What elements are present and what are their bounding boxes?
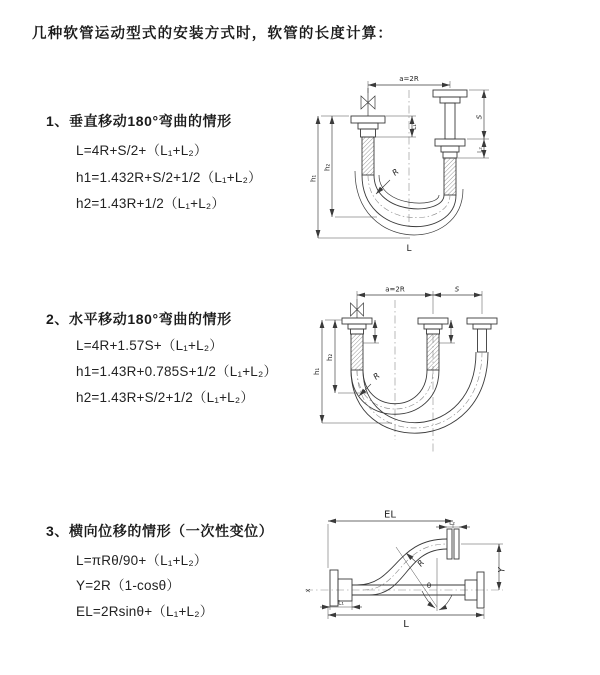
dimension-l2 [436, 520, 470, 528]
dim-x-label: X [306, 588, 312, 593]
diagram-vertical-180-bend [305, 70, 600, 260]
section-2-formula-h2: h2=1.43R+S/2+1/2（L₁+L₂） [76, 390, 255, 405]
dim-l1-label: L₁ [338, 599, 344, 607]
dimension-s [467, 90, 489, 139]
dimension-l1 [320, 600, 362, 611]
section-1-formula-L: L=4R+S/2+（L₁+L₂） [76, 143, 208, 158]
page-title: 几种软管运动型式的安装方式时，软管的长度计算： [32, 26, 394, 42]
valve-icon [351, 299, 364, 318]
dimension-l1 [376, 116, 418, 137]
moved-fitting [467, 318, 497, 352]
dim-a2r-label: a=2R [399, 75, 419, 83]
section-3-formula-EL: EL=2Rsinθ+（L₁+L₂） [76, 604, 214, 619]
radius-label: R [390, 167, 401, 178]
section-3-heading: 3、横向位移的情形（一次性变位） [46, 523, 274, 539]
fitting-length-dims [363, 320, 455, 343]
angle-theta [396, 547, 452, 611]
section-2-formula-h1: h1=1.43R+0.785S+1/2（L₁+L₂） [76, 364, 278, 379]
dimension-s [433, 286, 482, 296]
hose-position-1 [351, 370, 439, 414]
dim-l1-label: L₁ [411, 124, 418, 130]
dimension-l [328, 606, 484, 630]
section-1-heading: 1、垂直移动180°弯曲的情形 [46, 113, 232, 129]
section-1-formula-h1: h1=1.432R+S/2+1/2（L₁+L₂） [76, 170, 262, 185]
dim-l-label: L [403, 619, 409, 630]
dim-l2-label: L₂ [449, 519, 455, 527]
left-fitting [351, 116, 385, 175]
section-2-formula-L: L=4R+1.57S+（L₁+L₂） [76, 338, 223, 353]
middle-fitting [418, 318, 448, 370]
diagram-horizontal-180-bend [300, 280, 600, 465]
diagram-lateral-displacement [295, 500, 600, 655]
displaced-hose [357, 539, 447, 595]
dim-s-label: S [475, 114, 484, 120]
section-2-heading: 2、水平移动180°弯曲的情形 [46, 311, 232, 327]
left-fitting [342, 318, 372, 370]
right-fitting [433, 90, 467, 195]
dim-el-label: EL [384, 509, 396, 521]
dim-s-label: S [454, 285, 460, 294]
dim-h1-label: h₁ [313, 367, 321, 375]
dim-h2-label: h₂ [323, 163, 332, 171]
dimension-el [328, 510, 453, 569]
angle-theta-label: θ [426, 582, 432, 590]
dimension-l2 [458, 139, 489, 158]
dim-l2-label: L₂ [476, 147, 484, 153]
valve-icon [361, 88, 375, 116]
section-1-formula-h2: h2=1.43R+1/2（L₁+L₂） [76, 196, 226, 211]
upper-flange [447, 529, 459, 559]
dim-h1-label: h₁ [309, 174, 318, 182]
section-3-formula-L: L=πRθ/90+（L₁+L₂） [76, 553, 208, 568]
dim-h2-label: h₂ [326, 353, 334, 361]
section-3-formula-Y: Y=2R（1-cosθ） [76, 578, 181, 593]
dim-a2r-label: a=2R [385, 285, 405, 294]
radius-label: R [371, 371, 382, 382]
dimension-a2r [357, 286, 482, 315]
radius-label: R [415, 558, 427, 569]
dim-y-label: Y [497, 567, 508, 573]
dim-L-label: L [406, 244, 412, 254]
